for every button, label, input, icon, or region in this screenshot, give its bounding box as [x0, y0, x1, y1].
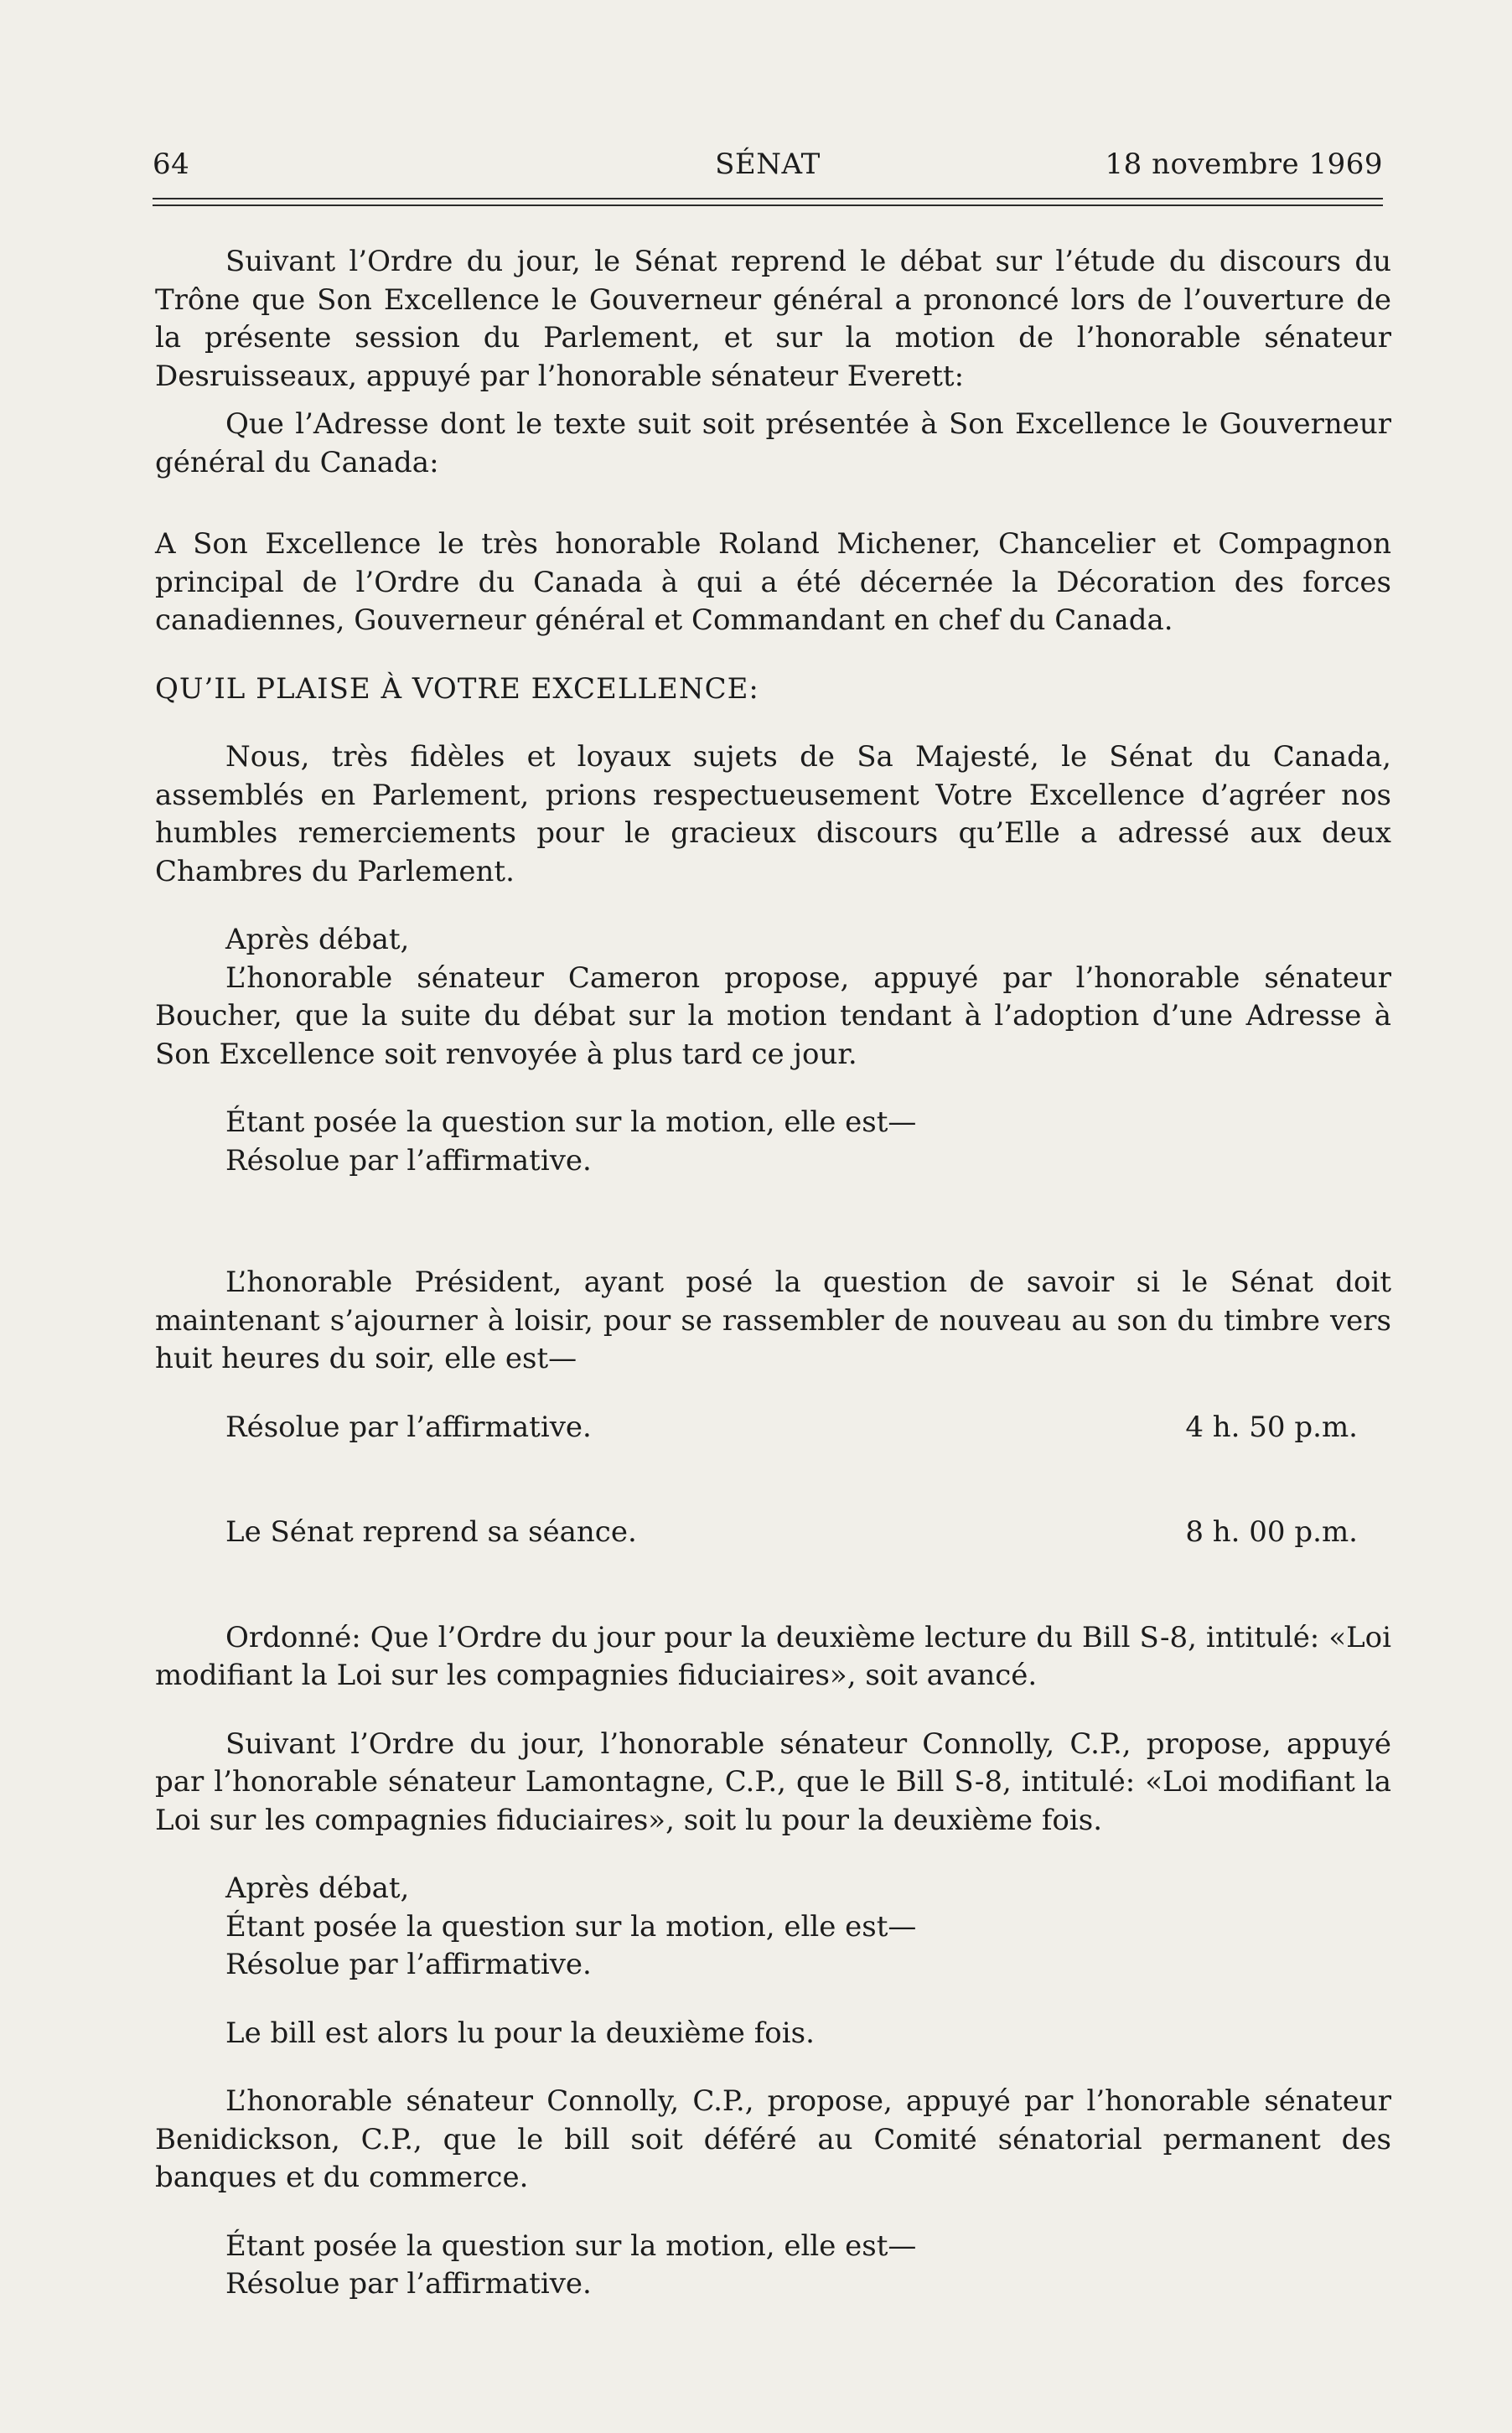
resolved-text-2: Résolue par l’affirmative.: [225, 1410, 592, 1444]
paragraph-address-body: Nous, très fidèles et loyaux sujets de Sa Majesté, le Sénat du Canada, assemblés en Parlement, prions respectueusement Votre Excellence d’agréer nos humbles remerciements pour le gracieux discours qu’Elle a adressé aux deux Chambres du Parlement.: [155, 740, 1391, 888]
paragraph-question-put-1: Étant posée la question sur la motion, elle est—: [225, 1105, 917, 1139]
paragraph-speaker-adjourn: L’honorable Président, ayant posé la question de savoir si le Sénat doit maintenant s’ajourner à loisir, pour se rassembler de nouveau au son du timbre vers huit heures du soir, elle est—: [155, 1266, 1391, 1375]
page-title: SÉNAT: [715, 148, 821, 181]
page-date: 18 novembre 1969: [1105, 148, 1383, 181]
paragraph-address-intro: Que l’Adresse dont le texte suit soit présentée à Son Excellence le Gouverneur général du Canada:: [155, 407, 1391, 479]
resolved-with-time-1: [155, 1409, 1391, 1447]
page-number: 64: [153, 148, 190, 181]
paragraph-after-debate-1: Après débat,: [225, 923, 410, 956]
resumed-text: Le Sénat reprend sa séance.: [225, 1515, 637, 1549]
paragraph-ordered: Ordonné: Que l’Ordre du jour pour la deuxième lecture du Bill S-8, intitulé: «Loi modifiant la Loi sur les compagnies fiduciaires», soit avancé.: [155, 1620, 1391, 1692]
paragraph-question-put-2: Étant posée la question sur la motion, elle est—: [225, 1909, 917, 1944]
header-rule-bottom: [153, 204, 1383, 206]
paragraph-order-of-day: Suivant l’Ordre du jour, le Sénat reprend le débat sur l’étude du discours du Trône que Son Excellence le Gouverneur général a prononcé lors de l’ouverture de la présente session du Parlement, et sur la motion de l’honorable sénateur Desruisseaux, appuyé par l’honorable sénateur Everett:: [155, 245, 1391, 393]
time-stamp-1: 4 h. 50 p.m.: [1185, 1410, 1358, 1444]
paragraph-second-reading-done: Le bill est alors lu pour la deuxième fois.: [225, 2016, 815, 2050]
paragraph-resolved-1: Résolue par l’affirmative.: [225, 1143, 592, 1178]
paragraph-address-recipient: A Son Excellence le très honorable Roland Michener, Chancelier et Compagnon principal de l’Ordre du Canada à qui a été décernée la Décoration des forces canadiennes, Gouverneur général et Commandant en chef du Canada.: [155, 527, 1391, 637]
header-rule-top: [153, 198, 1383, 199]
paragraph-question-put-3: Étant posée la question sur la motion, elle est—: [225, 2229, 917, 2263]
paragraph-address-salutation: QU’IL PLAISE À VOTRE EXCELLENCE:: [155, 671, 759, 706]
paragraph-cameron-motion: L’honorable sénateur Cameron propose, appuyé par l’honorable sénateur Boucher, que la suite du débat sur la motion tendant à l’adoption d’une Adresse à Son Excellence soit renvoyée à plus tard ce jour.: [155, 960, 1391, 1071]
paragraph-connolly-referral: L’honorable sénateur Connolly, C.P., propose, appuyé par l’honorable sénateur Benidickson, C.P., que le bill soit déféré au Comité sénatorial permanent des banques et du commerce.: [155, 2084, 1391, 2194]
paragraph-resolved-3: Résolue par l’affirmative.: [225, 1948, 592, 1981]
paragraph-connolly-second-reading: Suivant l’Ordre du jour, l’honorable sénateur Connolly, C.P., propose, appuyé par l’honorable sénateur Lamontagne, C.P., que le Bill S-8, intitulé: «Loi modifiant la Loi sur les compagnies fiduciaires», soit lu pour la deuxième fois.: [155, 1726, 1391, 1837]
paragraph-resolved-4: Résolue par l’affirmative.: [225, 2267, 592, 2301]
document-body: [155, 243, 1391, 2304]
page-header: [153, 141, 1383, 191]
time-stamp-2: 8 h. 00 p.m.: [1185, 1515, 1358, 1549]
paragraph-after-debate-2: Après débat,: [225, 1871, 410, 1905]
resumed-with-time: [155, 1514, 1391, 1552]
